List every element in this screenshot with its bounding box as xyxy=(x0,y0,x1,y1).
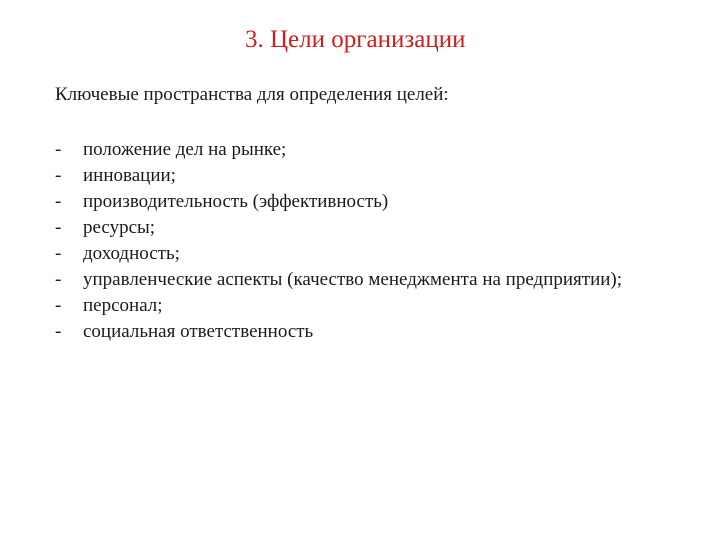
list-item xyxy=(55,241,655,267)
list-item-text: инновации; xyxy=(83,165,176,186)
list-item-text: положение дел на рынке; xyxy=(83,139,287,160)
slide-title: 3. Цели организации xyxy=(245,26,466,53)
list-item-text: ресурсы; xyxy=(83,217,156,238)
list-item-text: социальная ответственность xyxy=(83,321,314,342)
bullet-dash: - xyxy=(55,269,62,290)
goals-list xyxy=(55,137,655,345)
list-item-text: персонал; xyxy=(83,295,163,316)
list-item xyxy=(55,137,655,163)
list-item xyxy=(55,215,655,241)
list-item-text: управленческие аспекты (качество менеджмента на предприятии); xyxy=(83,269,623,290)
list-item xyxy=(55,189,655,215)
bullet-dash: - xyxy=(55,295,62,316)
list-item xyxy=(55,163,655,189)
bullet-dash: - xyxy=(55,243,62,264)
list-item-text: производительность (эффективность) xyxy=(83,191,389,212)
bullet-dash: - xyxy=(55,321,62,342)
list-item xyxy=(55,293,655,319)
list-item xyxy=(55,319,655,345)
bullet-dash: - xyxy=(55,217,62,238)
bullet-dash: - xyxy=(55,139,62,160)
list-item xyxy=(55,267,655,293)
bullet-dash: - xyxy=(55,191,62,212)
list-item-text: доходность; xyxy=(83,243,180,264)
slide-subtitle: Ключевые пространства для определения целей: xyxy=(55,84,449,105)
bullet-dash: - xyxy=(55,165,62,186)
